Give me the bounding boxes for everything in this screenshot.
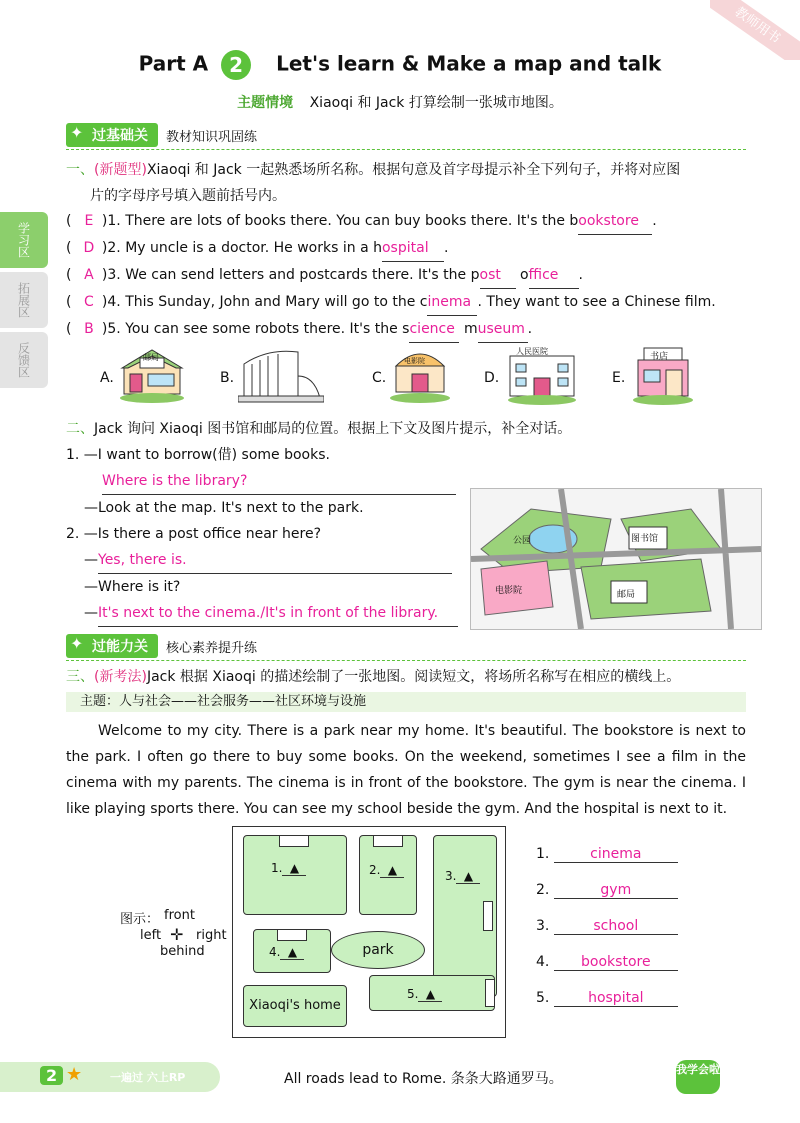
map-number: 5.: [407, 987, 419, 1001]
q1-item-tail: .: [527, 321, 533, 337]
page-footer: [0, 1060, 800, 1094]
q3-passage-text: Welcome to my city. There is a park near my home. It's beautiful. The bookstore is next to the park. I often go there to buy some books. On the weekend, sometimes I see a film in the cinema with my parents. The cinema is in front of the bookstore. The gym is near the cinema. I like playing sports there. You can see my school beside the gym. And the hospital is next to it.: [66, 723, 746, 817]
q1-item-tail: .: [578, 267, 583, 283]
q1-item-text: )1. There are lots of books there. You can buy books there. It's the b: [101, 213, 579, 229]
q1-number: 一、: [66, 162, 94, 178]
q2-number: 二、: [66, 421, 94, 437]
map-num-1: [271, 861, 306, 876]
q2-dialogue: [66, 442, 466, 627]
map-label-post-office: 邮局: [617, 590, 636, 600]
q2-answer-1[interactable]: Where is the library?: [102, 468, 456, 495]
map-entrance: [277, 929, 307, 941]
q1-blank[interactable]: cience: [409, 316, 459, 343]
q3-topic: 主题：人与社会——社会服务——社区环境与设施: [66, 692, 746, 712]
legend-front: front: [164, 908, 195, 923]
q1-item-tail: .: [652, 213, 657, 229]
q1-item-4: ( C )4. This Sunday, John and Mary will go to the cinema . They want to see a Chinese film.: [66, 289, 766, 316]
q2-text: Jack 询问 Xiaoqi 图书馆和邮局的位置。根据上下文及图片提示，补全对话。: [94, 421, 572, 437]
star-icon: ✦: [70, 123, 84, 142]
q1-item-5: ( B )5. You can see some robots there. It's the science museum .: [66, 316, 766, 343]
cinema-sign: 电影院: [404, 357, 425, 365]
map-number: 4.: [269, 945, 281, 959]
q3-instructions: [66, 664, 766, 690]
map-entrance: [279, 835, 309, 847]
map-entrance: [483, 901, 493, 931]
dash: —: [84, 552, 98, 568]
q3-answer-4[interactable]: bookstore: [554, 954, 678, 971]
picture-letter-e: E.: [612, 370, 626, 386]
answer-number: 4.: [536, 954, 550, 970]
q3-answer-row: [536, 990, 736, 1026]
section-badge-label: 过能力关: [92, 639, 148, 655]
compass-cross-icon: ✛: [170, 925, 184, 944]
tab-study[interactable]: 学习区: [0, 212, 48, 268]
q3-answer-row: [536, 918, 736, 954]
q3-answer-row: [536, 882, 736, 918]
divider: [66, 149, 746, 150]
q1-answer-5[interactable]: B: [84, 321, 94, 337]
footer-proverb: All roads lead to Rome. 条条大路通罗马。: [284, 1071, 563, 1087]
map-number: 1.: [271, 861, 283, 875]
q2-line: 2. —Is there a post office near here?: [66, 526, 321, 542]
tab-extend[interactable]: 拓展区: [0, 272, 48, 328]
q1-answer-4[interactable]: C: [84, 294, 94, 310]
triangle-icon: ▲: [418, 987, 442, 1002]
map-entrance: [485, 979, 495, 1007]
q1-answer-2[interactable]: D: [83, 240, 95, 256]
section-badge: [66, 634, 158, 658]
answer-number: 1.: [536, 846, 550, 862]
legend-left: left: [140, 928, 162, 943]
map-xiaoqi-home: Xiaoqi's home: [243, 985, 347, 1027]
page-title: [0, 50, 800, 80]
q1-item-mid: m: [463, 321, 478, 337]
footer-brand-bar: [0, 1062, 220, 1092]
q3-answer-row: [536, 954, 736, 990]
dash: —: [84, 605, 98, 621]
q1-text-line2: 片的字母序号填入题前括号内。: [90, 188, 286, 204]
tab-feedback[interactable]: 反馈区: [0, 332, 48, 388]
q3-map: [232, 826, 506, 1038]
q1-blank[interactable]: ost: [480, 262, 516, 289]
q2-city-map: [470, 488, 762, 630]
triangle-icon: ▲: [380, 863, 404, 878]
q3-answers: [536, 846, 736, 1026]
q3-tag: (新考法): [94, 669, 147, 685]
q1-item-text: )2. My uncle is a doctor. He works in a h: [101, 240, 382, 256]
section-basic-header: [66, 123, 257, 147]
map-num-4: [269, 945, 304, 960]
q1-item-3: ( A )3. We can send letters and postcards there. It's the post office .: [66, 262, 766, 289]
mascot-icon: ★: [66, 1064, 83, 1085]
theme-line: [0, 92, 800, 112]
q3-number: 三、: [66, 669, 94, 685]
section-subtitle: 教材知识巩固练: [166, 129, 258, 145]
science-museum-icon: [238, 346, 324, 404]
map-number: 2.: [369, 863, 381, 877]
q3-passage: [66, 718, 746, 822]
theme-label: 主题情境: [237, 95, 294, 111]
q1-item-tail: .: [443, 240, 449, 256]
map-number: 3.: [445, 869, 457, 883]
q1-blank[interactable]: inema: [427, 289, 477, 316]
map-park: park: [331, 931, 425, 969]
q2-answer-2[interactable]: Yes, there is.: [98, 547, 452, 574]
q2-answer-3[interactable]: It's next to the cinema./It's in front of the library.: [98, 600, 458, 627]
page-number: 2: [40, 1066, 63, 1085]
answer-number: 5.: [536, 990, 550, 1006]
stamp-text: 教师用书: [710, 0, 800, 60]
part-label: Part A: [138, 51, 209, 76]
q3-answer-2[interactable]: gym: [554, 882, 678, 899]
q1-blank[interactable]: ospital: [382, 235, 444, 262]
map-label-cinema: 电影院: [495, 586, 523, 596]
hospital-sign: 人民医院: [516, 347, 548, 356]
picture-letter-c: C.: [372, 370, 387, 386]
picture-letter-a: A.: [100, 370, 114, 386]
post-office-sign: 邮局: [143, 353, 159, 362]
map-entrance: [373, 835, 403, 847]
q1-item-tail: . They want to see a Chinese film.: [477, 294, 716, 310]
q1-text-line1: Xiaoqi 和 Jack 一起熟悉场所名称。根据句意及首字母提示补全下列句子，并将对应图: [146, 162, 681, 178]
q1-item-text: )3. We can send letters and postcards there. It's the p: [101, 267, 480, 283]
map-num-5: [407, 987, 442, 1002]
triangle-icon: ▲: [282, 861, 306, 876]
q3-text: Jack 根据 Xiaoqi 的描述绘制了一张地图。阅读短文，将场所名称写在相应的横线上。: [146, 669, 681, 685]
q1-item-text: )4. This Sunday, John and Mary will go to the c: [101, 294, 428, 310]
q1-answer-3[interactable]: A: [84, 267, 94, 283]
q2-line: —Look at the map. It's next to the park.: [84, 500, 364, 516]
cinema-icon: [388, 344, 452, 404]
lesson-number-badge: 2: [221, 50, 251, 80]
divider: [66, 660, 746, 661]
star-icon: ✦: [70, 634, 84, 653]
lesson-title: Let's learn & Make a map and talk: [276, 51, 662, 76]
legend-behind: behind: [160, 944, 205, 959]
q1-instructions: [66, 157, 756, 209]
section-badge: [66, 123, 158, 147]
section-badge-label: 过基础关: [92, 128, 148, 144]
triangle-icon: ▲: [456, 869, 480, 884]
footer-logo: 我学会啦: [676, 1060, 720, 1094]
q3-answer-5[interactable]: hospital: [554, 990, 678, 1007]
q3-answer-1[interactable]: cinema: [554, 846, 678, 863]
q1-pictures: [100, 344, 760, 410]
picture-letter-d: D.: [484, 370, 500, 386]
q1-blank[interactable]: useum: [478, 316, 528, 343]
q1-blank[interactable]: ffice: [529, 262, 579, 289]
q2-instructions: [66, 416, 756, 442]
q1-tag: (新题型): [94, 162, 147, 178]
map-num-3: [445, 869, 480, 884]
q2-line: —Where is it?: [84, 579, 181, 595]
answer-number: 2.: [536, 882, 550, 898]
section-subtitle: 核心素养提升练: [166, 640, 258, 656]
q1-answer-1[interactable]: E: [84, 213, 94, 229]
q3-legend-label: 图示：: [120, 912, 160, 927]
section-ability-header: [66, 634, 257, 658]
q1-item-1: ( E )1. There are lots of books there. You can buy books there. It's the bookstore .: [66, 208, 766, 235]
city-map-illustration: [471, 489, 761, 629]
map-label-library: 图书馆: [631, 534, 659, 544]
footer-brand: 一遍过 六上RP: [110, 1071, 186, 1084]
map-label-park: 公园: [513, 536, 532, 546]
theme-text: Xiaoqi 和 Jack 打算绘制一张城市地图。: [309, 95, 563, 111]
q1-item-text: )5. You can see some robots there. It's the s: [101, 321, 410, 337]
answer-number: 3.: [536, 918, 550, 934]
q2-line: 1. —I want to borrow(借) some books.: [66, 447, 330, 463]
q3-answer-3[interactable]: school: [554, 918, 678, 935]
legend-right: right: [196, 928, 227, 943]
triangle-icon: ▲: [280, 945, 304, 960]
q1-item-mid: o: [519, 267, 529, 283]
q1-blank[interactable]: ookstore: [578, 208, 652, 235]
q1-item-2: ( D )2. My uncle is a doctor. He works in a hospital .: [66, 235, 766, 262]
map-num-2: [369, 863, 404, 878]
bookstore-sign: 书店: [650, 352, 669, 362]
q3-answer-row: [536, 846, 736, 882]
q1-items: [66, 208, 766, 343]
picture-letter-b: B.: [220, 370, 235, 386]
side-tabs: [0, 212, 50, 392]
